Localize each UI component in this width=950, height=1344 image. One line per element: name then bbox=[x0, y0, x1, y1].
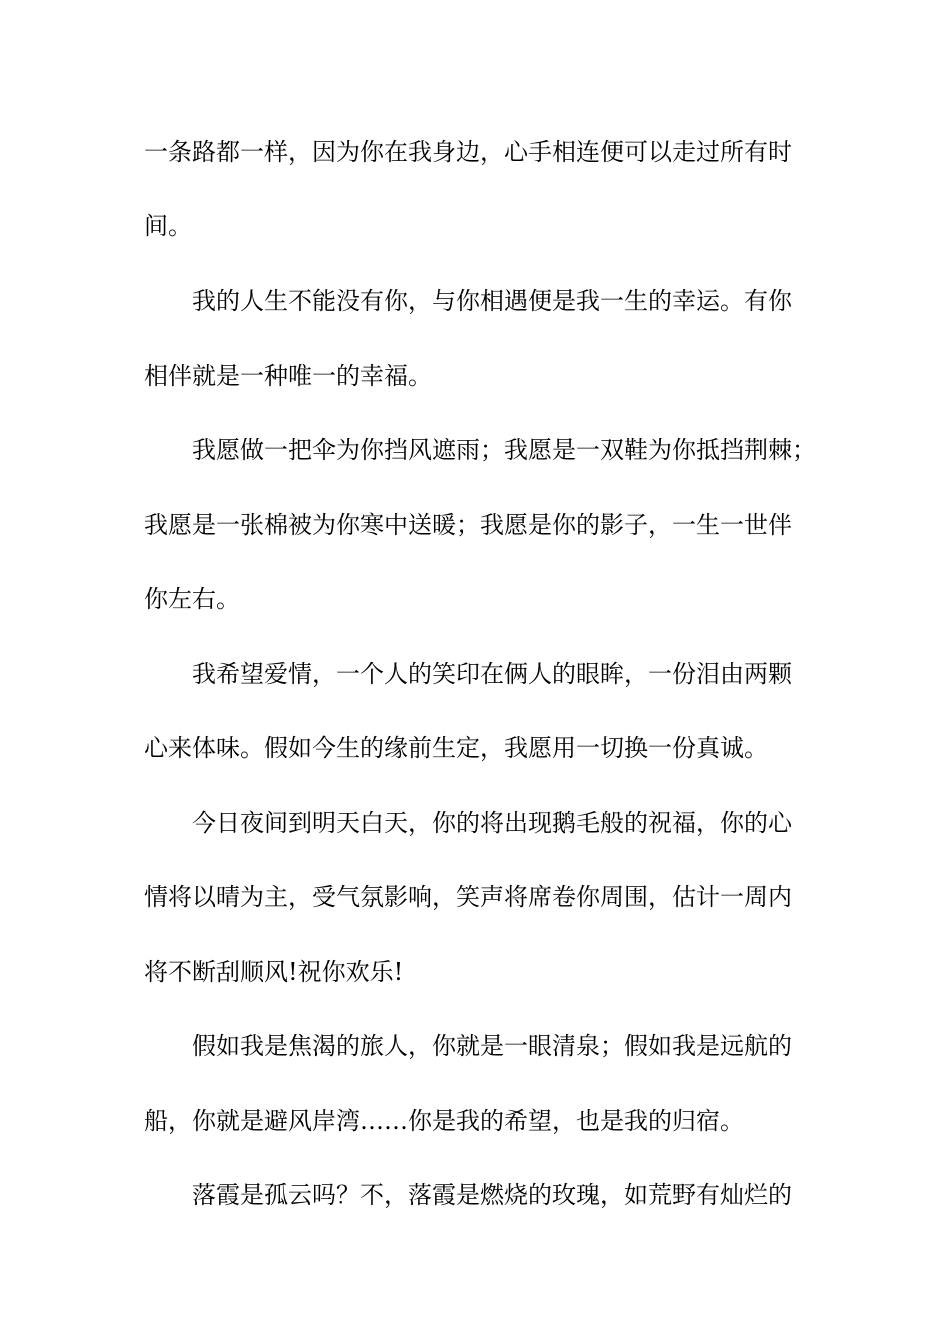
paragraph-start-line: 我愿做一把伞为你挡风遮雨；我愿是一双鞋为你抵挡荆棘； bbox=[192, 436, 816, 464]
text-line: 间。 bbox=[144, 212, 192, 240]
text-line: 相伴就是一种唯一的幸福。 bbox=[144, 362, 432, 390]
text-line: 你左右。 bbox=[144, 585, 240, 613]
text-line: 我愿是一张棉被为你寒中送暖；我愿是你的影子，一生一世伴 bbox=[144, 511, 792, 539]
text-line: 心来体味。假如今生的缘前生定，我愿用一切换一份真诚。 bbox=[144, 734, 768, 762]
paragraph-start-line: 我希望爱情，一个人的笑印在俩人的眼眸，一份泪由两颗 bbox=[192, 660, 792, 688]
text-line: 船，你就是避风岸湾……你是我的希望，也是我的归宿。 bbox=[144, 1107, 744, 1135]
paragraph-start-line: 今日夜间到明天白天，你的将出现鹅毛般的祝福，你的心 bbox=[192, 809, 792, 837]
text-line: 将不断刮顺风!祝你欢乐! bbox=[144, 958, 404, 986]
paragraph-start-line: 假如我是焦渴的旅人，你就是一眼清泉；假如我是远航的 bbox=[192, 1032, 792, 1060]
text-line: 一条路都一样，因为你在我身边，心手相连便可以走过所有时 bbox=[144, 138, 792, 166]
paragraph-start-line: 我的人生不能没有你，与你相遇便是我一生的幸运。有你 bbox=[192, 287, 792, 315]
paragraph-start-line: 落霞是孤云吗？不，落霞是燃烧的玫瑰，如荒野有灿烂的 bbox=[192, 1181, 792, 1209]
text-line: 情将以晴为主，受气氛影响，笑声将席卷你周围，估计一周内 bbox=[144, 883, 792, 911]
